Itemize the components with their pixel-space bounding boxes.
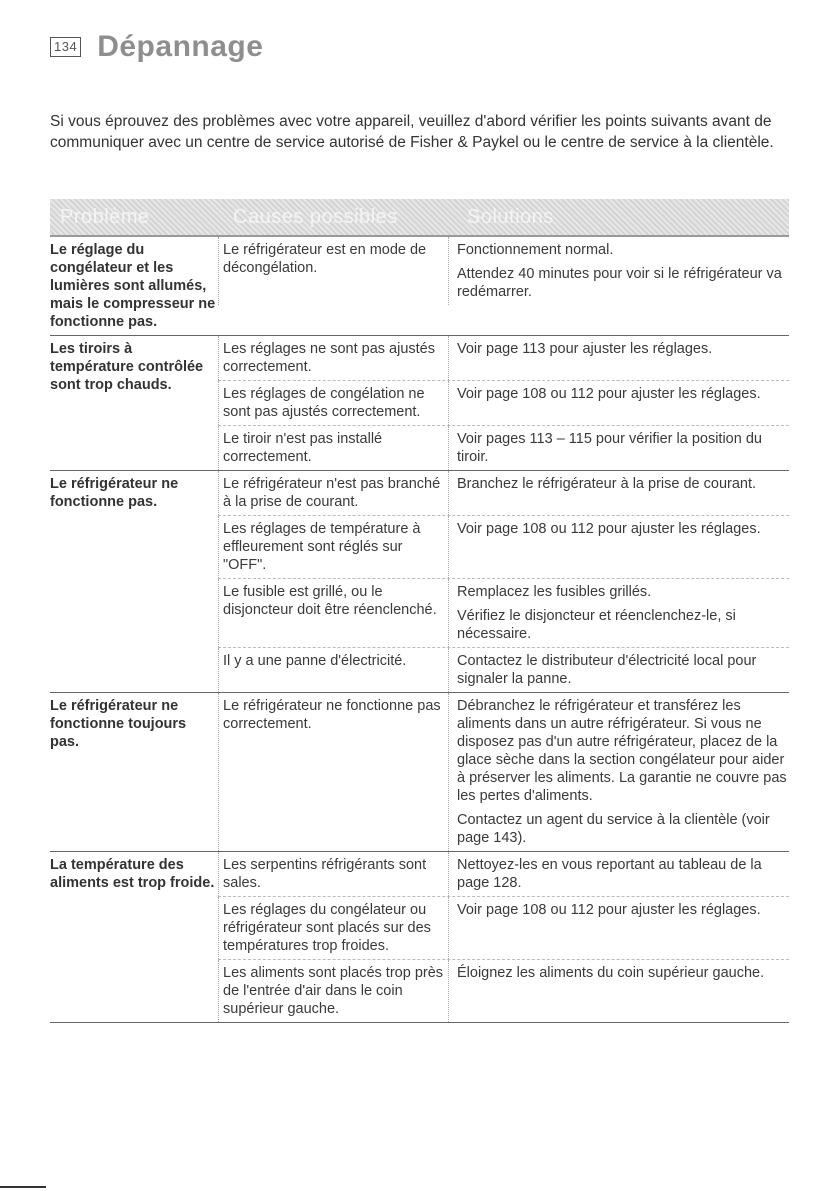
header-problem: Problème [60, 205, 150, 228]
cause-cell: Les aliments sont placés trop près de l'entrée d'air dans le coin supérieur gauche. [218, 960, 448, 1022]
cause-rows [218, 693, 789, 851]
cause-cell: Le réfrigérateur ne fonctionne pas correctement. [218, 693, 448, 851]
cause-rows [218, 336, 789, 470]
problem-cell: La température des aliments est trop froide. [50, 857, 215, 891]
cause-cell: Le tiroir n'est pas installé correctement. [218, 426, 448, 470]
solution-text: Voir page 108 ou 112 pour ajuster les réglages. [457, 386, 761, 402]
table-body [50, 237, 789, 1023]
header-solutions: Solutions [467, 205, 554, 228]
troubleshooting-table [50, 199, 789, 1023]
cause-cell: Le réfrigérateur est en mode de décongélation. [218, 237, 448, 305]
solution-cell [448, 237, 789, 305]
solution-text: Vérifiez le disjoncteur et réenclenchez-le, si nécessaire. [457, 608, 736, 642]
problem-group [50, 336, 789, 471]
cause-rows [218, 852, 789, 1022]
solution-text: Contactez le distributeur d'électricité local pour signaler la panne. [457, 653, 757, 687]
table-row [218, 237, 789, 305]
cause-cell: Les réglages du congélateur ou réfrigérateur sont placés sur des températures trop froides. [218, 897, 448, 959]
solution-text: Éloignez les aliments du coin supérieur gauche. [457, 965, 765, 981]
solution-cell [448, 381, 789, 425]
page-title: Dépannage [97, 30, 264, 63]
problem-group [50, 693, 789, 852]
intro-paragraph: Si vous éprouvez des problèmes avec votre appareil, veuillez d'abord vérifier les points suivants avant de communiquer avec un centre de service autorisé de Fisher & Paykel ou le centre de service à la clientèle. [50, 113, 774, 151]
solution-text: Branchez le réfrigérateur à la prise de courant. [457, 476, 757, 492]
solution-text: Voir page 113 pour ajuster les réglages. [457, 341, 713, 357]
table-header [50, 199, 789, 237]
cause-cell: Les réglages ne sont pas ajustés correctement. [218, 336, 448, 380]
solution-cell [448, 579, 789, 647]
solution-cell [448, 336, 789, 380]
table-row [218, 896, 789, 959]
solution-text: Nettoyez-les en vous reportant au tableau de la page 128. [457, 857, 762, 891]
table-row [218, 336, 789, 380]
cause-rows [218, 237, 789, 335]
page-number: 134 [50, 37, 81, 57]
page-header [50, 30, 263, 64]
bottom-edge-mark [0, 1186, 46, 1188]
solution-cell [448, 426, 789, 470]
problem-group [50, 471, 789, 693]
solution-text: Voir page 108 ou 112 pour ajuster les réglages. [457, 521, 761, 537]
table-row [218, 578, 789, 647]
cause-cell: Les réglages de température à effleurement sont réglés sur "OFF". [218, 516, 448, 578]
solution-text: Remplacez les fusibles grillés. [457, 584, 652, 600]
solution-text: Débranchez le réfrigérateur et transférez les aliments dans un autre réfrigérateur. Si vous ne disposez pas d'un autre réfrigérateur, placez de la glace sèche dans la section congélateur pour aider à préserver les aliments. La garantie ne couvre pas les pertes d'aliments. [457, 698, 787, 804]
table-row [218, 852, 789, 896]
problem-cell: Le réglage du congélateur et les lumières sont allumés, mais le compresseur ne fonctionne pas. [50, 242, 216, 330]
table-row [218, 515, 789, 578]
problem-group [50, 852, 789, 1023]
solution-text: Attendez 40 minutes pour voir si le réfrigérateur va redémarrer. [457, 266, 782, 300]
solution-cell [448, 693, 789, 851]
cause-rows [218, 471, 789, 692]
table-row [218, 425, 789, 470]
solution-cell [448, 897, 789, 959]
cause-cell: Les réglages de congélation ne sont pas ajustés correctement. [218, 381, 448, 425]
table-row [218, 959, 789, 1022]
solution-cell [448, 852, 789, 896]
solution-text: Voir pages 113 – 115 pour vérifier la position du tiroir. [457, 431, 762, 465]
table-row [218, 380, 789, 425]
solution-cell [448, 516, 789, 578]
solution-cell [448, 471, 789, 515]
cause-cell: Le réfrigérateur n'est pas branché à la prise de courant. [218, 471, 448, 515]
solution-cell [448, 648, 789, 692]
problem-cell: Le réfrigérateur ne fonctionne pas. [50, 476, 179, 510]
solution-text: Contactez un agent du service à la clientèle (voir page 143). [457, 812, 770, 846]
solution-cell [448, 960, 789, 1022]
table-row [218, 693, 789, 851]
cause-cell: Le fusible est grillé, ou le disjoncteur doit être réenclenché. [218, 579, 448, 647]
problem-group [50, 237, 789, 336]
table-row [218, 471, 789, 515]
table-row [218, 647, 789, 692]
cause-cell: Il y a une panne d'électricité. [218, 648, 448, 692]
solution-text: Fonctionnement normal. [457, 242, 614, 258]
header-causes: Causes possibles [233, 205, 398, 228]
problem-cell: Le réfrigérateur ne fonctionne toujours pas. [50, 698, 187, 750]
cause-cell: Les serpentins réfrigérants sont sales. [218, 852, 448, 896]
solution-text: Voir page 108 ou 112 pour ajuster les réglages. [457, 902, 761, 918]
problem-cell: Les tiroirs à température contrôlée sont trop chauds. [50, 341, 204, 393]
